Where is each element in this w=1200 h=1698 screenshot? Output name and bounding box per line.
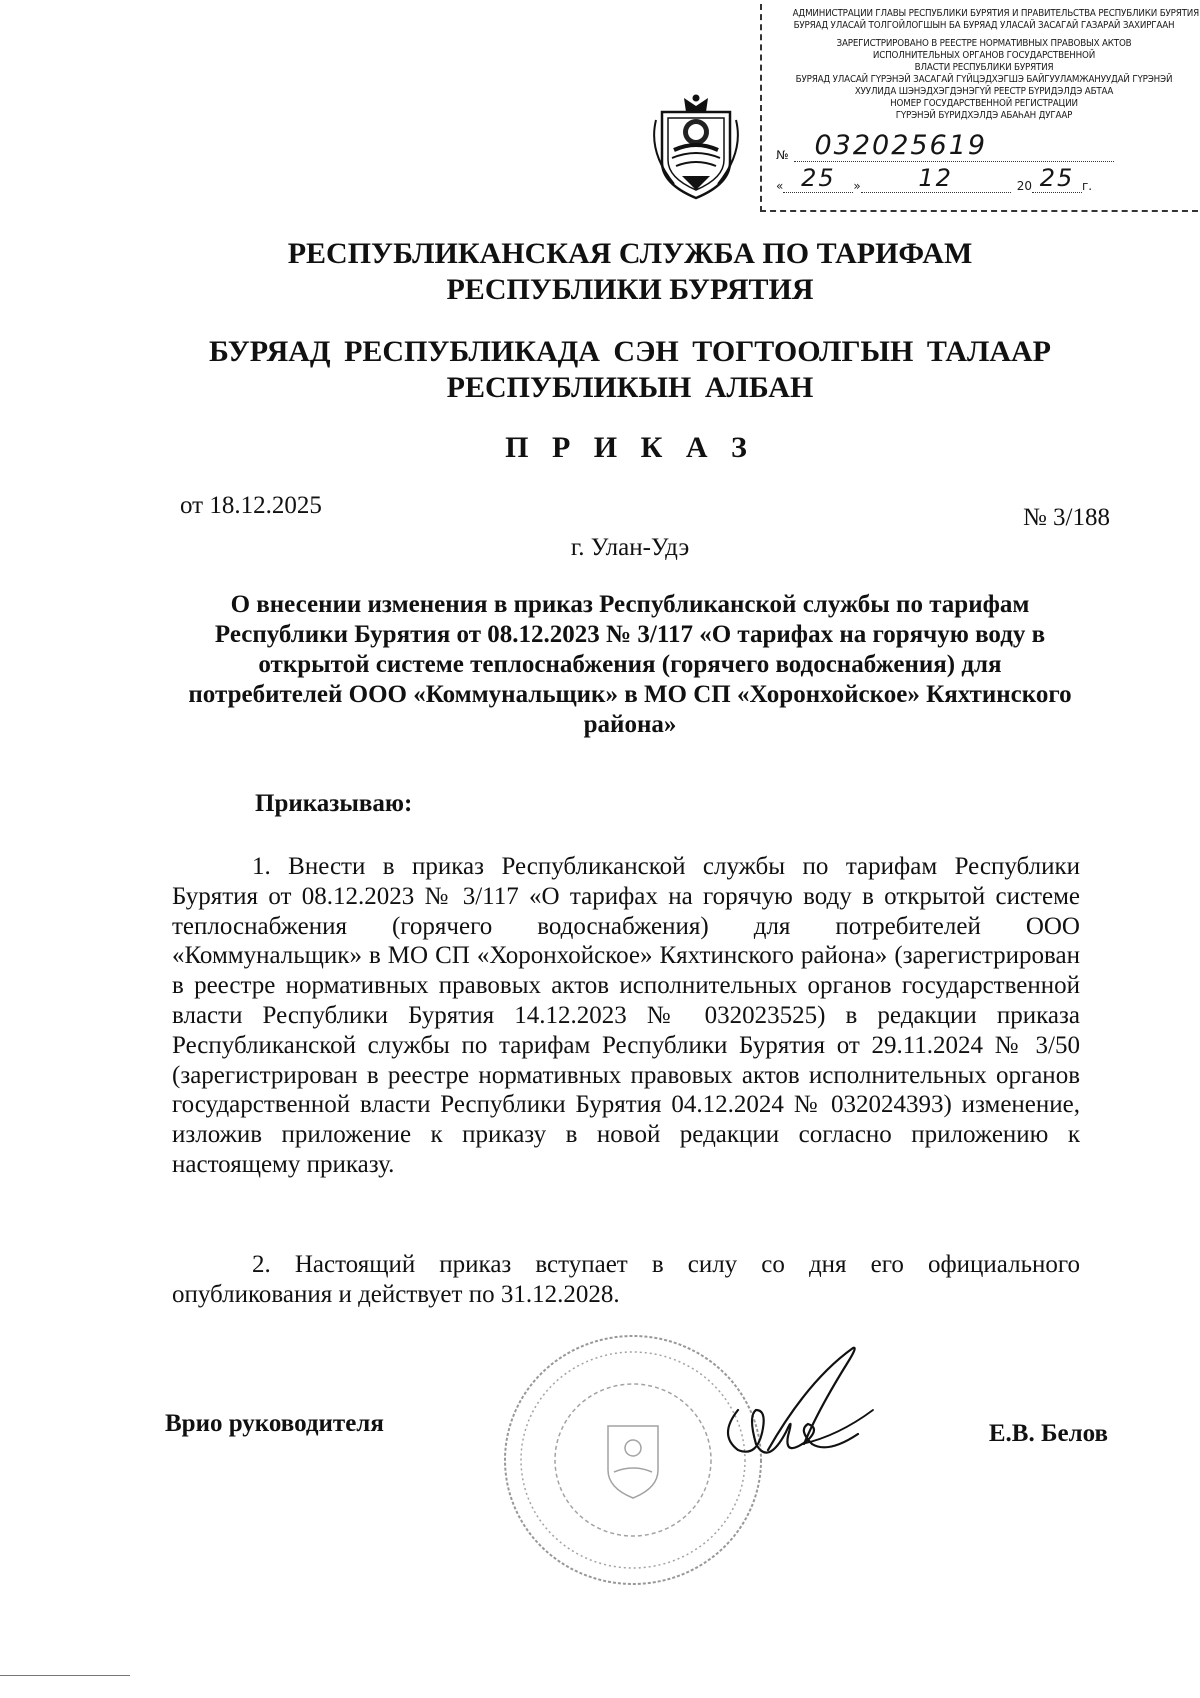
reg-stamp-line: БУРЯАД УЛАСАЙ ГҮРЭНЭЙ ЗАСАГАЙ ГҮЙЦЭДХЭГШЭ БАЙГУУЛАМЖАНУУДАЙ ГҮРЭНЭЙ: [795, 74, 1173, 85]
reg-date-year: 25: [1032, 164, 1082, 193]
paragraph-1: 1. Внести в приказ Республиканской службы по тарифам Республики Бурятия от 08.12.2023 № 3/117 «О тарифах на горячую воду в открытой системе теплоснабжения (горячего водоснабжения) для потребителей ООО «Коммунальщик» в МО СП «Хоронхойское» Кяхтинского района» (зарегистрирован в реестре нормативных правовых актов исполнительных органов государственной власти Республики Бурятия 14.12.2023 № 032023525) в редакции приказа Республиканской службы по тарифам Республики Бурятия от 29.11.2024 № 3/50 (зарегистрирован в реестре нормативных правовых актов исполнительных органов государственной власти Республики Бурятия 04.12.2024 № 032024393) изменение, изложив приложение к приказу в новой редакции согласно приложению к настоящему приказу.: [172, 853, 1080, 1178]
reg-stamp-line: НОМЕР ГОСУДАРСТВЕННОЙ РЕГИСТРАЦИИ: [890, 98, 1078, 109]
handwritten-signature: [708, 1340, 878, 1480]
document-date: от 18.12.2025: [180, 492, 322, 519]
reg-date-month: 12: [861, 164, 1011, 193]
reg-stamp-line: ХУУЛИДА ШЭНЭДХЭГДЭНЭГҮЙ РЕЕСТР БҮРИДЭЛДЭ АБТАА: [854, 86, 1114, 97]
document-title: О внесении изменения в приказ Республиканской службы по тарифам Республики Бурятия от 08.12.2023 № 3/117 «О тарифах на горячую воду в открытой системе теплоснабжения (горячего водоснабжения) для потребителей ООО «Коммунальщик» в МО СП «Хоронхойское» Кяхтинского района»: [188, 591, 1072, 738]
reg-stamp-line: ГҮРЭНЭЙ БҮРИДХЭЛДЭ АБАҺАН ДУГААР: [895, 110, 1073, 121]
reg-date-day: 25: [783, 164, 853, 193]
reg-number-label: №: [776, 148, 789, 162]
document-number: № 3/188: [1022, 504, 1110, 531]
registration-stamp: [760, 4, 1198, 212]
decree-word: Приказываю:: [255, 790, 413, 817]
agency-name-bua: БУРЯАД РЕСПУБЛИКАДА СЭН ТОГТООЛГЫН ТАЛААР РЕСПУБЛИКЫН АЛБАН: [208, 335, 1052, 404]
reg-number-row: [776, 130, 1192, 162]
footer-divider: [0, 1675, 130, 1676]
reg-stamp-line: АДМИНИСТРАЦИИ ГЛАВЫ РЕСПУБЛИКИ БУРЯТИЯ И ПРАВИТЕЛЬСТВА РЕСПУБЛИКИ БУРЯТИЯ: [792, 8, 1200, 19]
reg-date-year-prefix: 20: [1016, 179, 1032, 193]
reg-stamp-line: ВЛАСТИ РЕСПУБЛИКИ БУРЯТИЯ: [914, 62, 1054, 73]
coat-of-arms-emblem: [634, 92, 758, 204]
paragraph-2: 2. Настоящий приказ вступает в силу со дня его официального опубликования и действует по 31.12.2028.: [172, 1251, 1080, 1308]
agency-name-ru: РЕСПУБЛИКАНСКАЯ СЛУЖБА ПО ТАРИФАМ РЕСПУБЛИКИ БУРЯТИЯ: [287, 237, 973, 306]
signatory-name: Е.В. Белов: [988, 1420, 1108, 1447]
reg-stamp-line: ЗАРЕГИСТРИРОВАНО В РЕЕСТРЕ НОРМАТИВНЫХ ПРАВОВЫХ АКТОВ: [836, 38, 1132, 49]
reg-stamp-line: ИСПОЛНИТЕЛЬНЫХ ОРГАНОВ ГОСУДАРСТВЕННОЙ: [872, 50, 1096, 61]
reg-stamp-line: БУРЯАД УЛАСАЙ ТОЛГОЙЛОГШЫН БА БУРЯАД УЛАСАЙ ЗАСАГАЙ ГАЗАРАЙ ЗАХИРГААН: [793, 20, 1175, 31]
signatory-position: Врио руководителя: [165, 1410, 384, 1437]
reg-number-handwritten: 032025619: [794, 130, 1114, 162]
reg-date-row: « 25 » 12 20 25 г.: [776, 164, 1093, 193]
document-type: П Р И К А З: [505, 431, 755, 464]
document-city: г. Улан-Удэ: [570, 534, 690, 561]
